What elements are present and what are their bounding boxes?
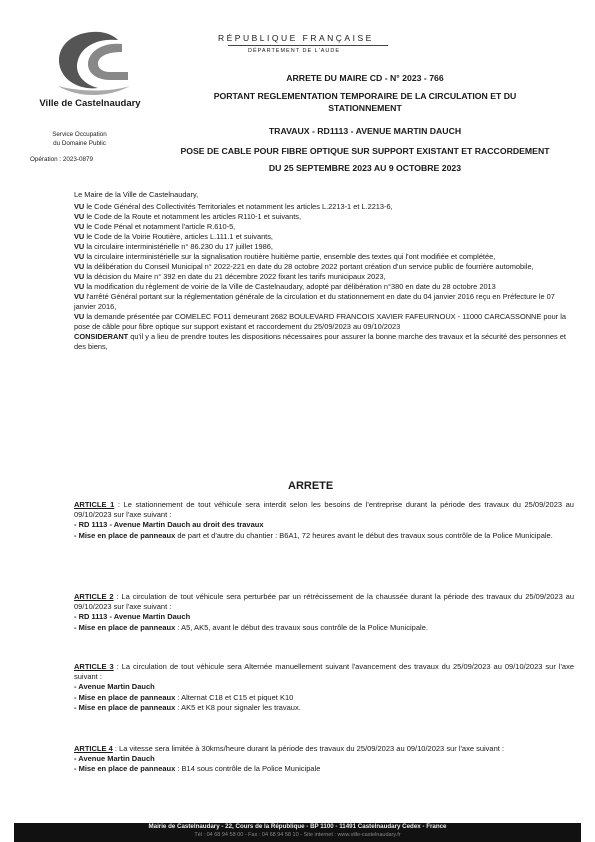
preamble <box>74 190 574 352</box>
visa-text: la décision du Maire n° 392 en date du 21 décembre 2022 fixant les tarifs municipaux 2023, <box>84 272 386 281</box>
visa-text: l'arrêté Général portant sur la réglementation générale de la circulation et du stationnement en date du 04 janvier 2016 reçu en Préfecture le 07 janvier 2016, <box>74 292 555 311</box>
decree-subject: STATIONNEMENT <box>328 103 402 113</box>
visa-text: la demande présentée par COMELEC FO11 demeurant 2682 BOULEVARD FRANCOIS XAVIER FAFEURNOUX - 11000 CARCASSONNE pour la pose de câble pour fibre optique sur support existant et raccordement du 25/09/2023 au 09/10/2023 <box>74 312 566 331</box>
preamble-intro: Le Maire de la Ville de Castelnaudary, <box>74 190 199 199</box>
article-title: ARTICLE 3 <box>74 662 114 671</box>
article-3 <box>74 662 574 713</box>
article-line: - Avenue Martin Dauch <box>74 682 155 692</box>
visa-keyword: CONSIDERANT <box>74 332 129 341</box>
article-line-text: : AK5 et K8 pour signaler les travaux. <box>175 702 301 712</box>
decree-subject: PORTANT REGLEMENTATION TEMPORAIRE DE LA CIRCULATION ET DU <box>213 91 517 101</box>
visa-text: le Code Pénal et notamment l'article R.610-5, <box>84 222 236 231</box>
visa-text: le Code de la Route et notamment les articles R110-1 et suivants, <box>84 212 302 221</box>
operation-number: Opération : 2023-0879 <box>30 156 94 163</box>
visa-item <box>74 272 574 282</box>
visa-keyword: VU <box>74 252 85 261</box>
article-text: : La circulation de tout véhicule sera perturbée par un rétrécissement de la chaussée durant la période des travaux du 25/09/2023 au 09/10/2023 sur l'axe suivant : <box>74 592 574 612</box>
article-text: : La circulation de tout véhicule sera Alternée manuellement suivant l'avancement des travaux du 25/09/2023 au 09/10/2023 sur l'axe suivant : <box>74 662 574 682</box>
footer-address: Mairie de Castelnaudary - 22, Cours de la République - BP 1100 - 11491 Castelnaudary Cedex - France <box>148 823 447 830</box>
article-line <box>74 623 574 633</box>
visa-keyword: VU <box>74 232 85 241</box>
article-title: ARTICLE 2 <box>74 592 114 601</box>
article-4 <box>74 744 574 775</box>
visa-text: la circulaire interministérielle n° 86.230 du 17 juillet 1986, <box>84 242 273 251</box>
article-line-lead: - Mise en place de panneaux <box>74 692 176 702</box>
visa-text: la circulaire interministérielle sur la signalisation routière huitième partie, ensemble des textes qui l'ont modifiée et complétée, <box>84 252 496 261</box>
visa-item <box>74 222 574 232</box>
visa-text: le Code de la Voirie Routière, articles L.111.1 et suivants, <box>84 232 273 241</box>
article-title: ARTICLE 4 <box>74 744 113 753</box>
service-label <box>22 130 137 148</box>
works-description: POSE DE CABLE POUR FIBRE OPTIQUE SUR SUPPORT EXISTANT ET RACCORDEMENT <box>180 146 550 156</box>
article-line <box>74 693 574 703</box>
article-text: : Le stationnement de tout véhicule sera interdit selon les besoins de l'entreprise durant la période des travaux du 25/09/2023 au 09/10/2023 sur l'axe suivant : <box>74 500 574 520</box>
article-line <box>74 764 574 774</box>
city-name: Ville de Castelnaudary <box>39 98 141 109</box>
department-heading: DÉPARTEMENT DE L'AUDE <box>248 48 341 54</box>
works-location: TRAVAUX - RD1113 - AVENUE MARTIN DAUCH <box>268 126 462 136</box>
visa-keyword: VU <box>74 202 85 211</box>
visa-item <box>74 262 574 272</box>
heading-rule <box>228 45 388 46</box>
article-line: - RD 1113 - Avenue Martin Dauch au droit des travaux <box>74 520 264 530</box>
page-footer <box>14 823 581 842</box>
visa-text: le Code Général des Collectivités Territoriales et notamment les articles L.2213-1 et L.2213-6, <box>84 202 393 211</box>
article-line-lead: - Mise en place de panneaux <box>74 764 176 774</box>
article-line-text: : B14 sous contrôle de la Police Municipale <box>175 764 321 774</box>
article-line-lead: - Mise en place de panneaux <box>74 530 176 540</box>
visa-text: la modification du règlement de voirie de la Ville de Castelnaudary, adopté par délibération n°380 en date du 28 octobre 2013 <box>84 282 496 291</box>
article-line-lead: - Mise en place de panneaux <box>74 702 176 712</box>
visa-item <box>74 282 574 292</box>
visa-keyword: VU <box>74 312 85 321</box>
visa-item <box>74 202 574 212</box>
visa-keyword: VU <box>74 292 85 301</box>
visa-keyword: VU <box>74 222 85 231</box>
visa-keyword: VU <box>74 272 85 281</box>
visa-item <box>74 212 574 222</box>
service-line: du Domaine Public <box>53 140 106 147</box>
arrete-heading: ARRETE <box>288 480 334 492</box>
article-2 <box>74 592 574 633</box>
visa-item <box>74 252 574 262</box>
visa-item <box>74 312 574 332</box>
republic-heading: RÉPUBLIQUE FRANÇAISE <box>218 33 374 43</box>
visa-keyword: VU <box>74 242 85 251</box>
article-line-text: : A5, AK5, avant le début des travaux sous contrôle de la Police Municipale. <box>175 622 428 632</box>
article-text: : La vitesse sera limitée à 30kms/heure durant la période des travaux du 25/09/2023 au 09/10/2023 sur l'axe suivant : <box>112 744 505 753</box>
works-dates: DU 25 SEPTEMBRE 2023 AU 9 OCTOBRE 2023 <box>268 163 462 173</box>
visa-keyword: VU <box>74 262 85 271</box>
article-line: - RD 1113 - Avenue Martin Dauch <box>74 612 191 622</box>
visa-item <box>74 242 574 252</box>
decree-number: ARRETE DU MAIRE CD - N° 2023 - 766 <box>286 73 444 83</box>
service-line: Service Occupation <box>52 131 107 138</box>
visa-item <box>74 232 574 242</box>
article-line <box>74 531 574 541</box>
visa-item <box>74 292 574 312</box>
article-line-lead: - Mise en place de panneaux <box>74 622 176 632</box>
visa-list <box>74 202 574 352</box>
footer-contact: Tél : 04 68 94 58 00 - Fax : 04 68 94 58 10 - Site internet : www.ville-castelnaudary.fr <box>194 832 401 838</box>
visa-text: la délibération du Conseil Municipal n° 2022-221 en date du 28 octobre 2022 portant création d'un service public de fourrière automobile, <box>84 262 534 271</box>
article-1 <box>74 500 574 541</box>
visa-text: qu'il y a lieu de prendre toutes les dispositions nécessaires pour assurer la bonne marche des travaux et la sécurité des personnes et des biens, <box>74 332 566 351</box>
visa-keyword: VU <box>74 212 85 221</box>
article-line: - Avenue Martin Dauch <box>74 754 155 764</box>
article-line-text: de part et d'autre du chantier : B6A1, 72 heures avant le début des travaux sous contrôle de la Police Municipale. <box>175 530 553 540</box>
article-line-text: : Alternat C18 et C15 et piquet K10 <box>175 692 294 702</box>
visa-item <box>74 332 574 352</box>
article-line <box>74 703 574 713</box>
visa-keyword: VU <box>74 282 85 291</box>
article-title: ARTICLE 1 <box>74 500 115 509</box>
